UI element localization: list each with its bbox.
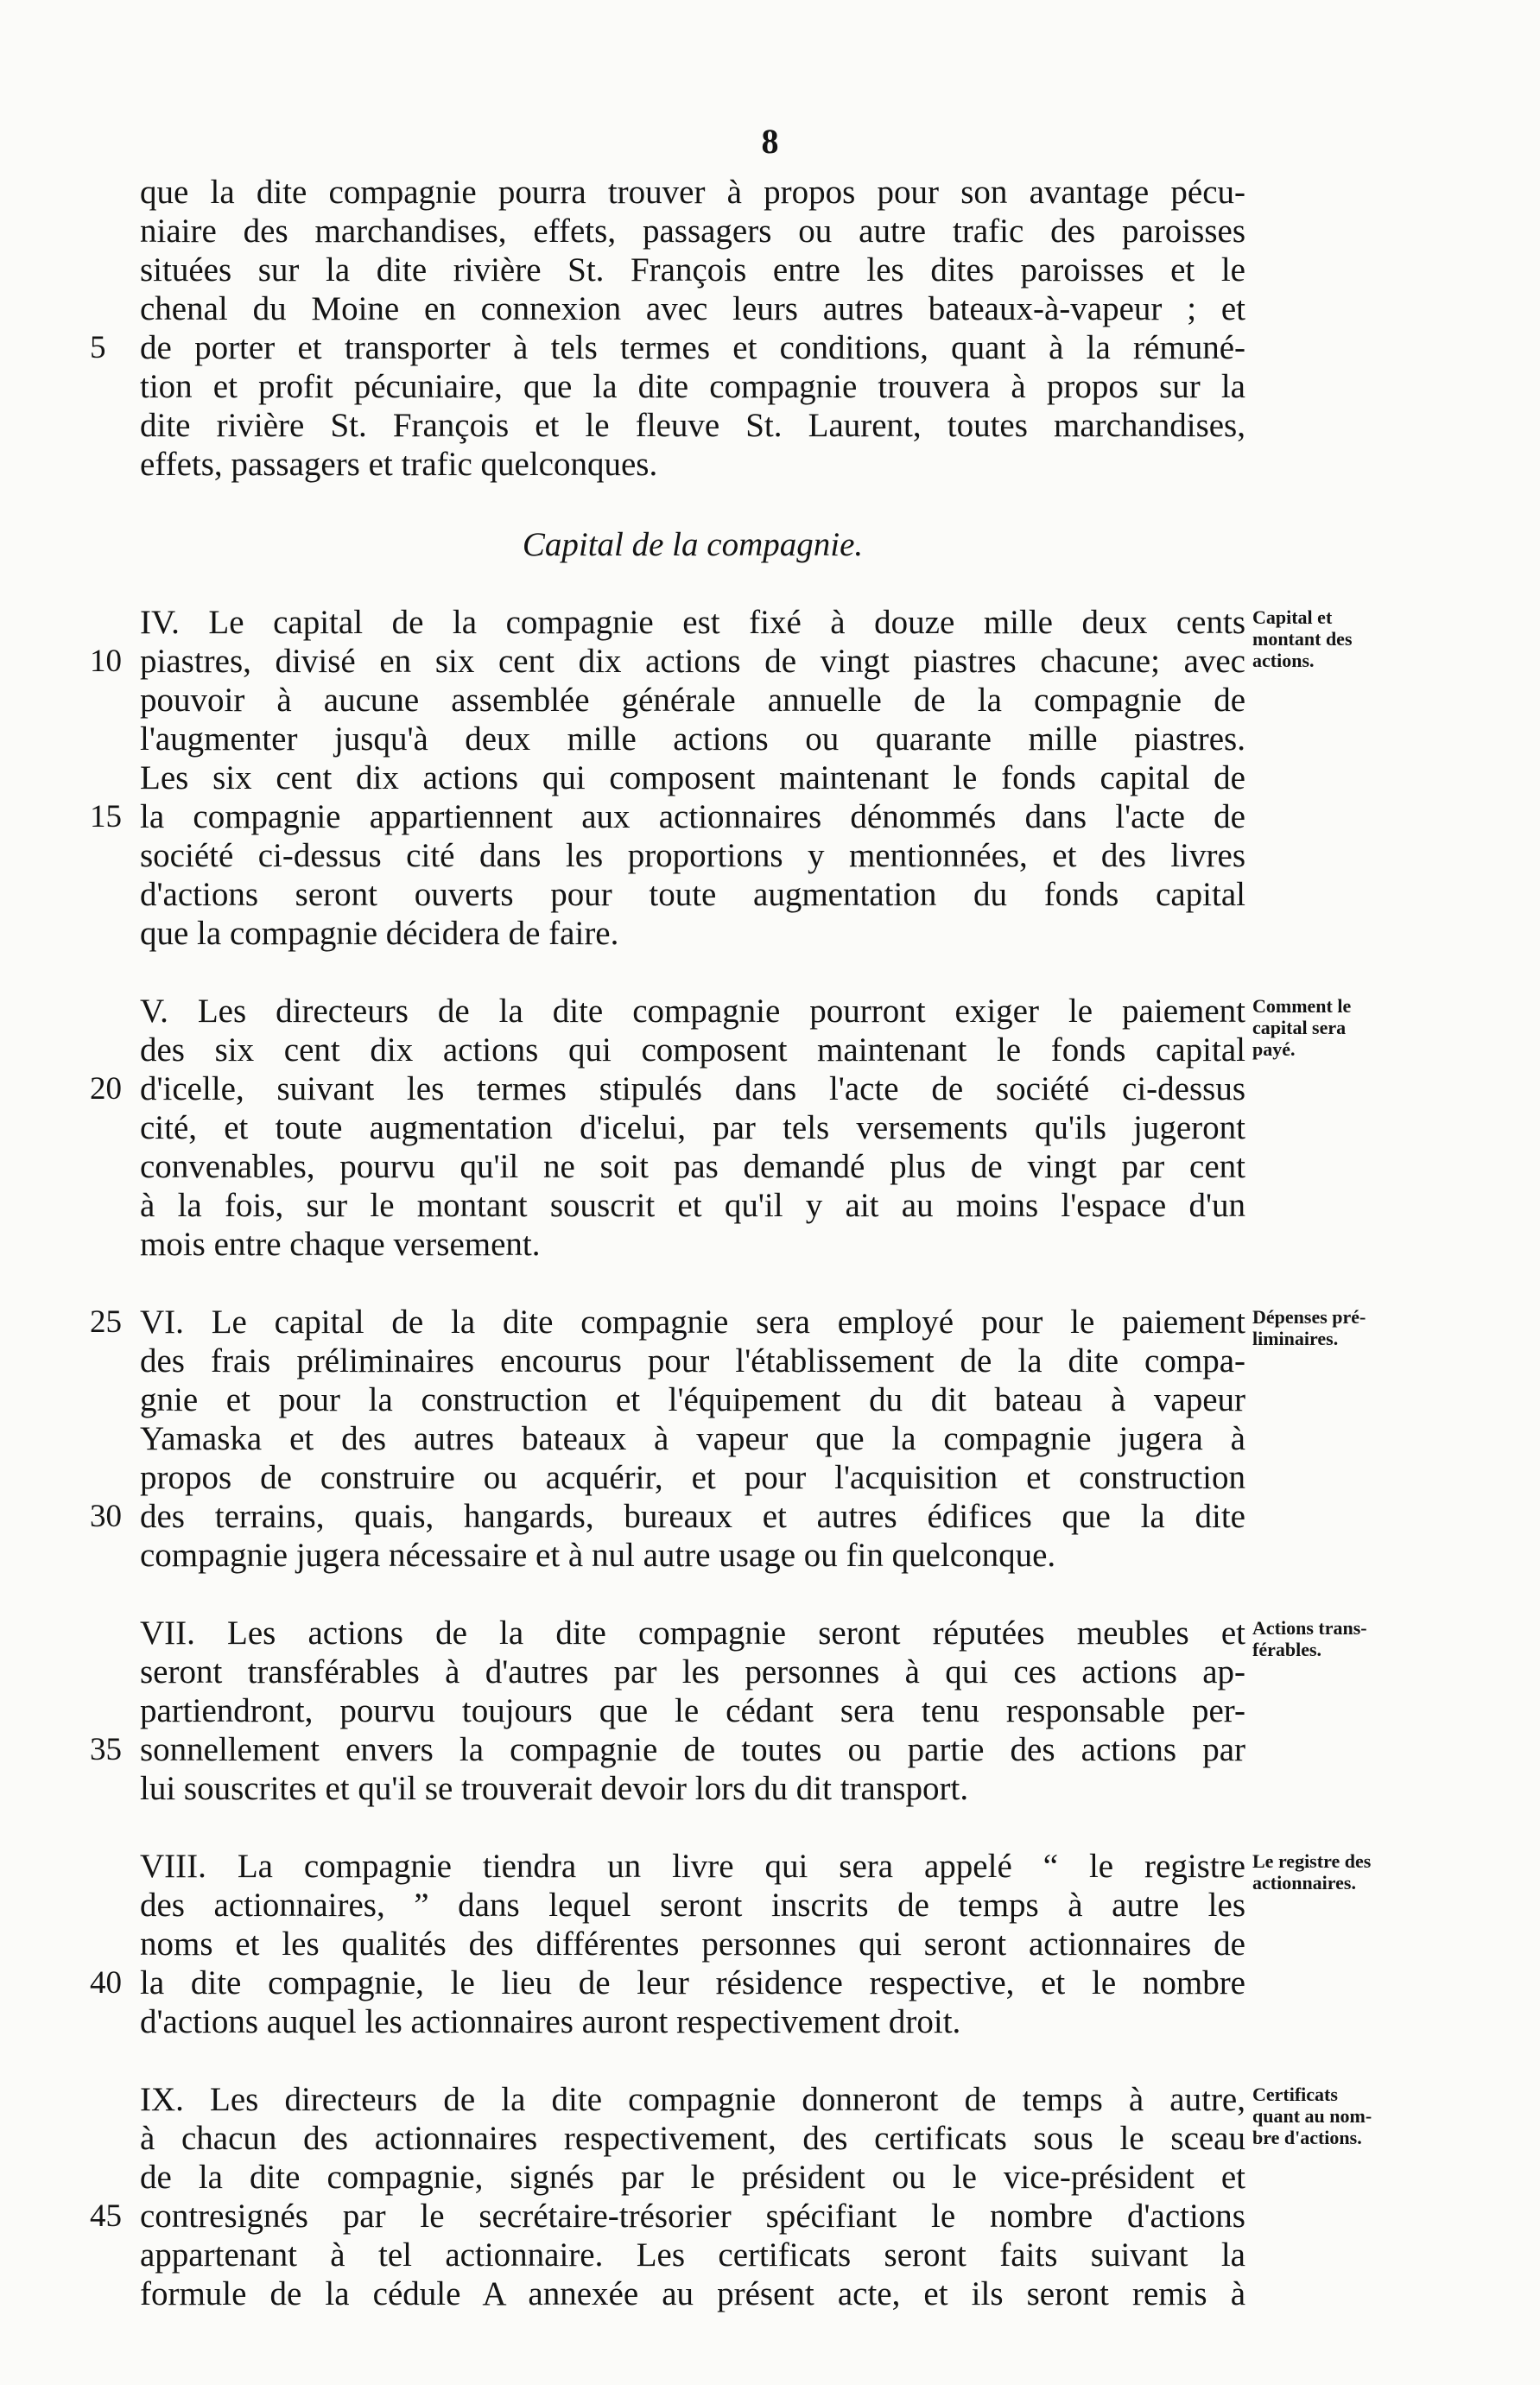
text-line: chenal du Moine en connexion avec leurs autres bateaux-à-vapeur ; et bbox=[140, 290, 1245, 327]
text-line: la compagnie appartiennent aux actionnaires dénommés dans l'acte de bbox=[140, 798, 1245, 835]
text-line: dite rivière St. François et le fleuve St. Laurent, toutes marchandises, bbox=[140, 407, 1245, 444]
text-line: l'augmenter jusqu'à deux mille actions ou quarante mille piastres. bbox=[140, 720, 1245, 758]
text-line: de porter et transporter à tels termes et conditions, quant à la rémuné- bbox=[140, 329, 1245, 366]
margin-note-line: Actions trans- bbox=[1252, 1617, 1367, 1639]
text-line: tion et profit pécuniaire, que la dite compagnie trouvera à propos sur la bbox=[140, 368, 1245, 405]
text-line: des actionnaires, ” dans lequel seront inscrits de temps à autre les bbox=[140, 1887, 1245, 1924]
margin-note-line: Le registre des bbox=[1252, 1850, 1372, 1872]
margin-note-line: Certificats bbox=[1252, 2084, 1338, 2105]
text-line: gnie et pour la construction et l'équipement du dit bateau à vapeur bbox=[140, 1381, 1245, 1418]
margin-note-line: montant des bbox=[1252, 628, 1353, 650]
line-number: 25 bbox=[90, 1304, 122, 1340]
line-number: 20 bbox=[90, 1071, 122, 1107]
margin-note-line: Dépenses pré- bbox=[1252, 1306, 1366, 1328]
text-line: mois entre chaque versement. bbox=[140, 1226, 541, 1263]
text-line: des terrains, quais, hangards, bureaux et autres édifices que la dite bbox=[140, 1498, 1245, 1535]
text-line: VIII. La compagnie tiendra un livre qui sera appelé “ le registre bbox=[140, 1848, 1245, 1885]
margin-note bbox=[1252, 1850, 1537, 1893]
text-line: sonnellement envers la compagnie de toutes ou partie des actions par bbox=[140, 1731, 1245, 1768]
text-line: situées sur la dite rivière St. François entre les dites paroisses et le bbox=[140, 251, 1245, 289]
text-line: à la fois, sur le montant souscrit et qu'il y ait au moins l'espace d'un bbox=[140, 1187, 1245, 1224]
text-line: la dite compagnie, le lieu de leur résidence respective, et le nombre bbox=[140, 1964, 1245, 2001]
margin-note bbox=[1252, 606, 1537, 671]
text-line: que la compagnie décidera de faire. bbox=[140, 915, 619, 952]
margin-note-line: payé. bbox=[1252, 1038, 1296, 1060]
line-number: 5 bbox=[90, 330, 106, 365]
text-line: formule de la cédule A annexée au présent acte, et ils seront remis à bbox=[140, 2275, 1245, 2312]
line-number: 40 bbox=[90, 1965, 122, 2001]
text-line: partiendront, pourvu toujours que le cédant sera tenu responsable per- bbox=[140, 1692, 1245, 1729]
line-number: 30 bbox=[90, 1499, 122, 1534]
text-line: appartenant à tel actionnaire. Les certificats seront faits suivant la bbox=[140, 2236, 1245, 2274]
margin-note bbox=[1252, 995, 1537, 1060]
text-line: des six cent dix actions qui composent maintenant le fonds capital bbox=[140, 1031, 1245, 1069]
margin-note bbox=[1252, 1617, 1537, 1660]
margin-note bbox=[1252, 1306, 1537, 1349]
text-line: à chacun des actionnaires respectivement, des certificats sous le sceau bbox=[140, 2120, 1245, 2157]
margin-note-line: Capital et bbox=[1252, 606, 1333, 628]
margin-note-line: capital sera bbox=[1252, 1017, 1347, 1038]
line-number: 10 bbox=[90, 644, 122, 679]
margin-note-line: férables. bbox=[1252, 1639, 1322, 1660]
text-line: d'icelle, suivant les termes stipulés dans l'acte de société ci-dessus bbox=[140, 1070, 1245, 1107]
section-heading: Capital de la compagnie. bbox=[522, 526, 864, 563]
margin-note-line: Comment le bbox=[1252, 995, 1352, 1017]
text-line: noms et les qualités des différentes personnes qui seront actionnaires de bbox=[140, 1925, 1245, 1963]
text-line: d'actions auquel les actionnaires auront respectivement droit. bbox=[140, 2003, 961, 2040]
margin-note-line: actionnaires. bbox=[1252, 1872, 1356, 1893]
text-line: que la dite compagnie pourra trouver à propos pour son avantage pécu- bbox=[140, 174, 1245, 211]
text-line: pouvoir à aucune assemblée générale annuelle de la compagnie de bbox=[140, 682, 1245, 719]
margin-note bbox=[1252, 2084, 1537, 2148]
line-number: 45 bbox=[90, 2198, 122, 2234]
text-line: compagnie jugera nécessaire et à nul autre usage ou fin quelconque. bbox=[140, 1537, 1056, 1574]
text-line: effets, passagers et trafic quelconques. bbox=[140, 446, 658, 483]
text-line: Les six cent dix actions qui composent maintenant le fonds capital de bbox=[140, 759, 1245, 796]
line-number: 15 bbox=[90, 799, 122, 834]
margin-note-line: quant au nom- bbox=[1252, 2105, 1372, 2127]
text-line: propos de construire ou acquérir, et pour l'acquisition et construction bbox=[140, 1459, 1245, 1496]
text-line: convenables, pourvu qu'il ne soit pas demandé plus de vingt par cent bbox=[140, 1148, 1245, 1185]
text-line: société ci-dessus cité dans les proportions y mentionnées, et des livres bbox=[140, 837, 1245, 874]
margin-note-line: bre d'actions. bbox=[1252, 2127, 1362, 2148]
margin-note-line: liminaires. bbox=[1252, 1328, 1339, 1349]
text-line: contresignés par le secrétaire-trésorier spécifiant le nombre d'actions bbox=[140, 2198, 1245, 2235]
text-line: niaire des marchandises, effets, passagers ou autre trafic des paroisses bbox=[140, 212, 1245, 250]
text-line: IV. Le capital de la compagnie est fixé à douze mille deux cents bbox=[140, 604, 1245, 641]
text-line: V. Les directeurs de la dite compagnie pourront exiger le paiement bbox=[140, 993, 1245, 1030]
text-line: VI. Le capital de la dite compagnie sera employé pour le paiement bbox=[140, 1304, 1245, 1341]
margin-note-line: actions. bbox=[1252, 650, 1315, 671]
text-line: cité, et toute augmentation d'icelui, par tels versements qu'ils jugeront bbox=[140, 1109, 1245, 1146]
page-number: 8 bbox=[761, 122, 779, 161]
text-line: seront transférables à d'autres par les personnes à qui ces actions ap- bbox=[140, 1653, 1245, 1690]
line-number: 35 bbox=[90, 1732, 122, 1767]
text-line: de la dite compagnie, signés par le président ou le vice-président et bbox=[140, 2159, 1245, 2196]
text-line: d'actions seront ouverts pour toute augmentation du fonds capital bbox=[140, 876, 1245, 913]
text-line: VII. Les actions de la dite compagnie seront réputées meubles et bbox=[140, 1614, 1245, 1652]
text-line: lui souscrites et qu'il se trouverait devoir lors du dit transport. bbox=[140, 1770, 969, 1807]
text-line: des frais préliminaires encourus pour l'établissement de la dite compa- bbox=[140, 1342, 1245, 1380]
text-line: IX. Les directeurs de la dite compagnie donneront de temps à autre, bbox=[140, 2081, 1245, 2118]
text-line: Yamaska et des autres bateaux à vapeur que la compagnie jugera à bbox=[140, 1420, 1245, 1457]
text-line: piastres, divisé en six cent dix actions de vingt piastres chacune; avec bbox=[140, 643, 1245, 680]
